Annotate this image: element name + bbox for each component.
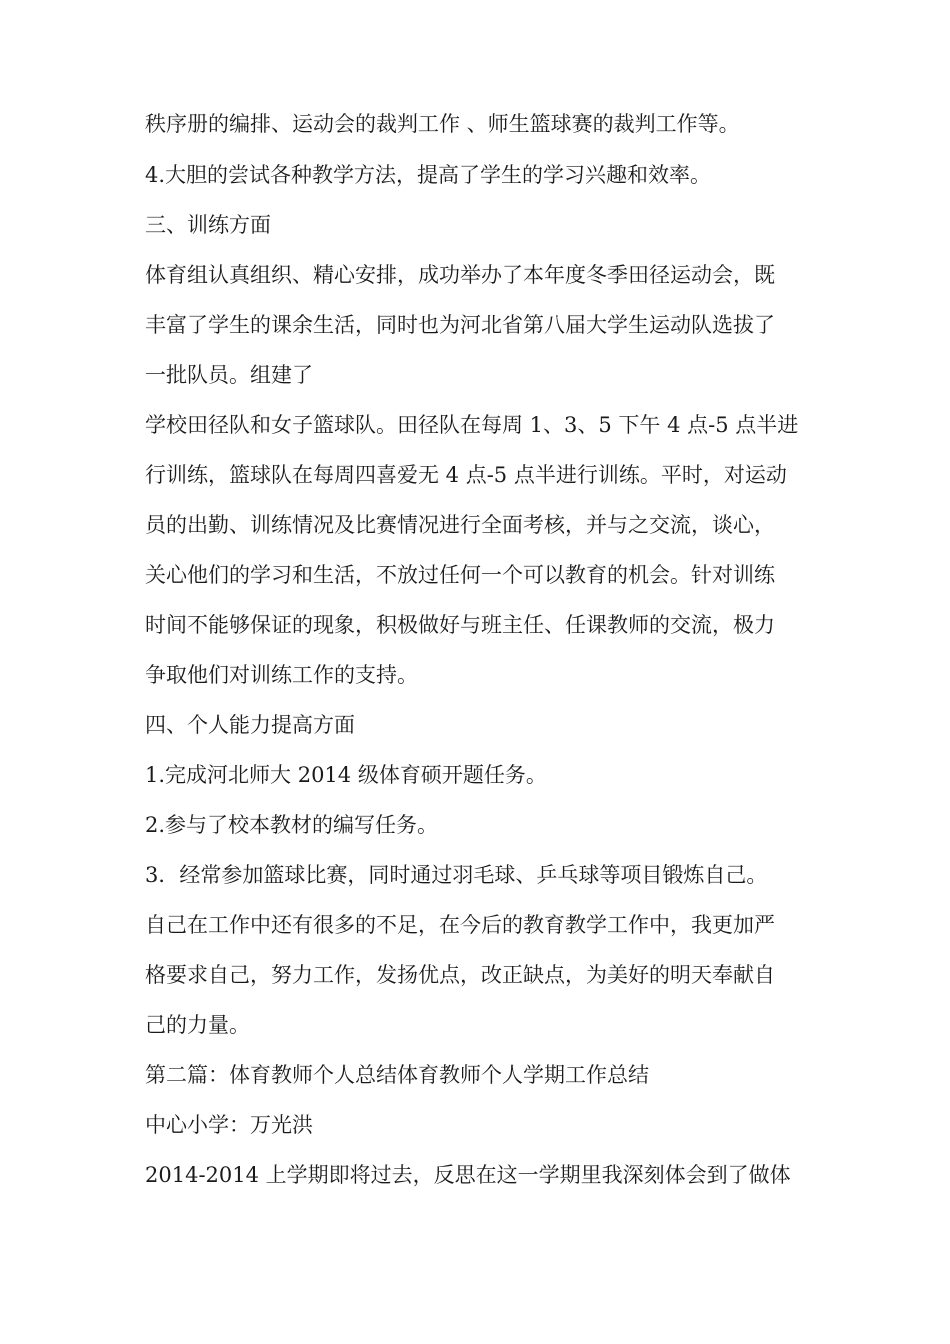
text-line: 1.完成河北师大 2014 级体育硕开题任务。 [145, 763, 547, 787]
text-line: 自己在工作中还有很多的不足，在今后的教育教学工作中，我更加严 [145, 913, 775, 937]
text-line: 学校田径队和女子篮球队。田径队在每周 1、3、5 下午 4 点-5 点半进 [145, 413, 799, 437]
chapter-title: 第二篇：体育教师个人总结体育教师个人学期工作总结 [145, 1063, 649, 1087]
text-line: 2014-2014 上学期即将过去，反思在这一学期里我深刻体会到了做体 [145, 1163, 791, 1187]
text-line: 体育组认真组织、精心安排，成功举办了本年度冬季田径运动会，既 [145, 263, 775, 287]
author-line: 中心小学：万光洪 [145, 1113, 313, 1137]
text-line: 行训练，篮球队在每周四喜爱无 4 点-5 点半进行训练。平时，对运动 [145, 463, 787, 487]
text-line: 3．经常参加篮球比赛，同时通过羽毛球、乒乓球等项目锻炼自己。 [145, 863, 768, 887]
text-line: 秩序册的编排、运动会的裁判工作 、师生篮球赛的裁判工作等。 [145, 112, 740, 136]
text-line: 一批队员。组建了 [145, 363, 313, 387]
text-line: 己的力量。 [145, 1013, 250, 1037]
section-heading: 三、训练方面 [145, 213, 271, 237]
section-heading: 四、个人能力提高方面 [145, 713, 355, 737]
text-line: 员的出勤、训练情况及比赛情况进行全面考核，并与之交流，谈心， [145, 513, 775, 537]
text-line: 关心他们的学习和生活，不放过任何一个可以教育的机会。针对训练 [145, 563, 775, 587]
text-line: 4.大胆的尝试各种教学方法，提高了学生的学习兴趣和效率。 [145, 163, 712, 187]
text-line: 丰富了学生的课余生活，同时也为河北省第八届大学生运动队选拔了 [145, 313, 775, 337]
text-line: 时间不能够保证的现象，积极做好与班主任、任课教师的交流，极力 [145, 613, 775, 637]
text-line: 2.参与了校本教材的编写任务。 [145, 813, 439, 837]
text-line: 格要求自己，努力工作，发扬优点，改正缺点，为美好的明天奉献自 [145, 963, 775, 987]
text-line: 争取他们对训练工作的支持。 [145, 663, 418, 687]
